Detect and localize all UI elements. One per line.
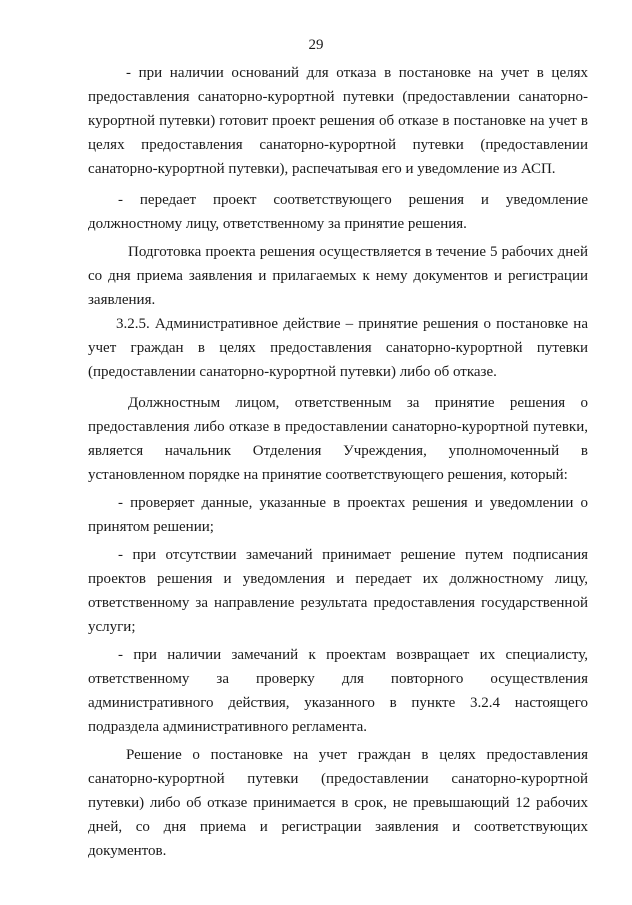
paragraph-transfer-draft: - передает проект соответствующего решения и уведомление должностному лицу, ответственному за принятие решения. bbox=[88, 192, 588, 232]
paragraph-no-remarks: - при отсутствии замечаний принимает решение путем подписания проектов решения и уведомления и передает их должностному лицу, ответственному за направление результата предоставления государственной услуги; bbox=[88, 547, 588, 635]
paragraph-responsible-official: Должностным лицом, ответственным за принятие решения о предоставления либо отказе в предоставлении санаторно-курортной путевки, является начальник Отделения Учреждения, уполномоченный в установленном порядке на принятие соответствующего решения, который: bbox=[88, 395, 588, 483]
document-body bbox=[88, 61, 588, 863]
paragraph-decision-term: Решение о постановке на учет граждан в целях предоставления санаторно-курортной путевки (предоставлении санаторно-курортной путевки) либо об отказе принимается в срок, не превышающий 12 рабочих дней, со дня приема и регистрации заявления и соответствующих документов. bbox=[88, 747, 588, 859]
paragraph-preparation-term: Подготовка проекта решения осуществляется в течение 5 рабочих дней со дня приема заявления и прилагаемых к нему документов и регистрации заявления. bbox=[88, 244, 588, 308]
page-number: 29 bbox=[308, 37, 324, 53]
paragraph-check-data: - проверяет данные, указанные в проектах решения и уведомлении о принятом решении; bbox=[88, 495, 588, 535]
paragraph-refusal-draft: - при наличии оснований для отказа в постановке на учет в целях предоставления санаторно-курортной путевки (предоставлении санаторно-курортной путевки) готовит проект решения об отказе в постановке на учет в целях предоставления санаторно-курортной путевки (предоставлении санаторно-курортной путевки), распечатывая его и уведомление из АСП. bbox=[88, 65, 588, 177]
paragraph-remarks-return: - при наличии замечаний к проектам возвращает их специалисту, ответственному за проверку для повторного осуществления административного действия, указанного в пункте 3.2.4 настоящего подраздела административного регламента. bbox=[88, 647, 588, 735]
paragraph-section-3-2-5: 3.2.5. Административное действие – принятие решения о постановке на учет граждан в целях предоставления санаторно-курортной путевки (предоставлении санаторно-курортной путевки) либо об отказе. bbox=[88, 316, 588, 380]
